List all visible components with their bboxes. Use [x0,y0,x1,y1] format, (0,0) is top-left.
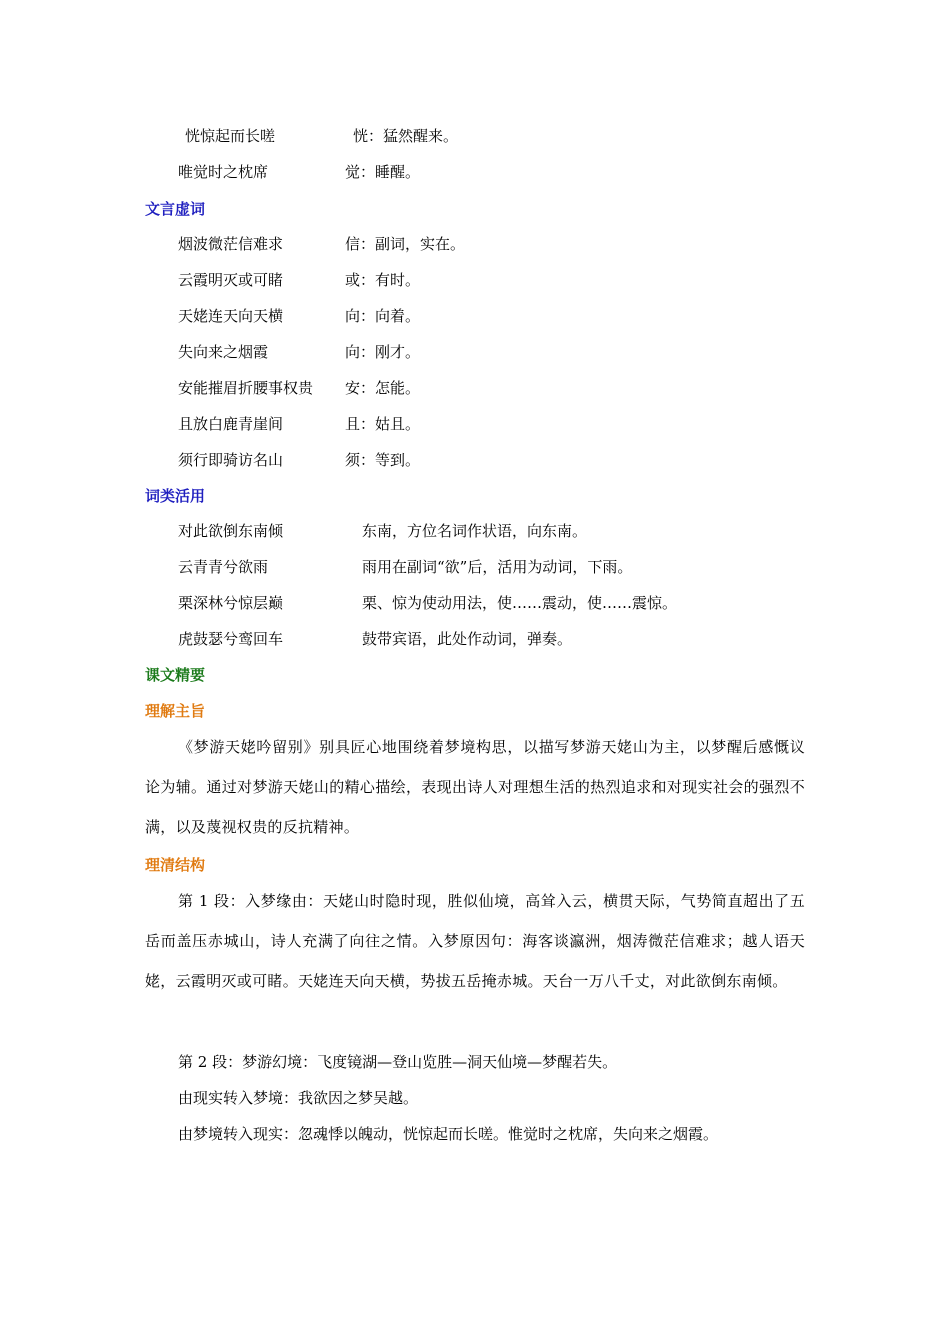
vocab-term: 云霞明灭或可睹 [178,271,284,289]
vocab-gloss: 安：怎能。 [345,379,421,397]
vocab-gloss: 雨用在副词“欲”后，活用为动词，下雨。 [362,558,633,576]
vocab-gloss: 栗、惊为使动用法，使……震动，使……震惊。 [362,594,678,612]
vocab-term: 失向来之烟霞 [178,343,269,361]
structure-line: 由现实转入梦境：我欲因之梦吴越。 [178,1089,419,1107]
vocab-term: 恍惊起而长嗟 [185,127,276,145]
vocab-gloss: 须：等到。 [345,451,421,469]
vocab-term: 天姥连天向天横 [178,307,284,325]
theme-paragraph: 《梦游天姥吟留别》别具匠心地围绕着梦境构思，以描写梦游天姥山为主，以梦醒后感慨议论为辅。通过对梦游天姥山的精心描绘，表现出诗人对理想生活的热烈追求和对现实社会的强烈不满，以及蔑视权贵的反抗精神。 [145,738,805,836]
vocab-term: 安能摧眉折腰事权贵 [178,379,314,397]
vocab-term: 烟波微茫信难求 [178,235,284,253]
structure-line: 第 2 段：梦游幻境：飞度镜湖—登山览胜—洞天仙境—梦醒若失。 [178,1053,618,1071]
section-heading-function-words: 文言虚词 [145,200,206,218]
vocab-gloss: 鼓带宾语，此处作动词，弹奏。 [362,630,573,648]
vocab-term: 云青青兮欲雨 [178,558,269,576]
section-heading-structure: 理清结构 [145,856,206,874]
structure-paragraph-1: 第 1 段：入梦缘由：天姥山时隐时现，胜似仙境，高耸入云，横贯天际，气势简直超出了五岳而盖压赤城山，诗人充满了向往之情。入梦原因句：海客谈瀛洲，烟涛微茫信难求；越人语天姥，云霞明灭或可睹。天姥连天向天横，势拔五岳掩赤城。天台一万八千丈，对此欲倒东南倾。 [145,892,805,990]
vocab-term: 虎鼓瑟兮鸾回车 [178,630,284,648]
vocab-term: 须行即骑访名山 [178,451,284,469]
vocab-term: 唯觉时之枕席 [178,163,269,181]
structure-line: 由梦境转入现实：忽魂悸以魄动，恍惊起而长嗟。惟觉时之枕席，失向来之烟霞。 [178,1125,719,1143]
vocab-gloss: 或：有时。 [345,271,421,289]
vocab-gloss: 且：姑且。 [345,415,421,433]
section-heading-theme: 理解主旨 [145,702,206,720]
vocab-term: 且放白鹿青崖间 [178,415,284,433]
section-heading-word-class: 词类活用 [145,487,206,505]
vocab-gloss: 恍：猛然醒来。 [353,127,459,145]
vocab-gloss: 向：刚才。 [345,343,421,361]
vocab-gloss: 东南，方位名词作状语，向东南。 [362,522,588,540]
vocab-gloss: 向：向着。 [345,307,421,325]
vocab-term: 对此欲倒东南倾 [178,522,284,540]
vocab-gloss: 觉：睡醒。 [345,163,421,181]
vocab-gloss: 信：副词，实在。 [345,235,466,253]
vocab-term: 栗深林兮惊层巅 [178,594,284,612]
section-heading-essence: 课文精要 [145,666,206,684]
